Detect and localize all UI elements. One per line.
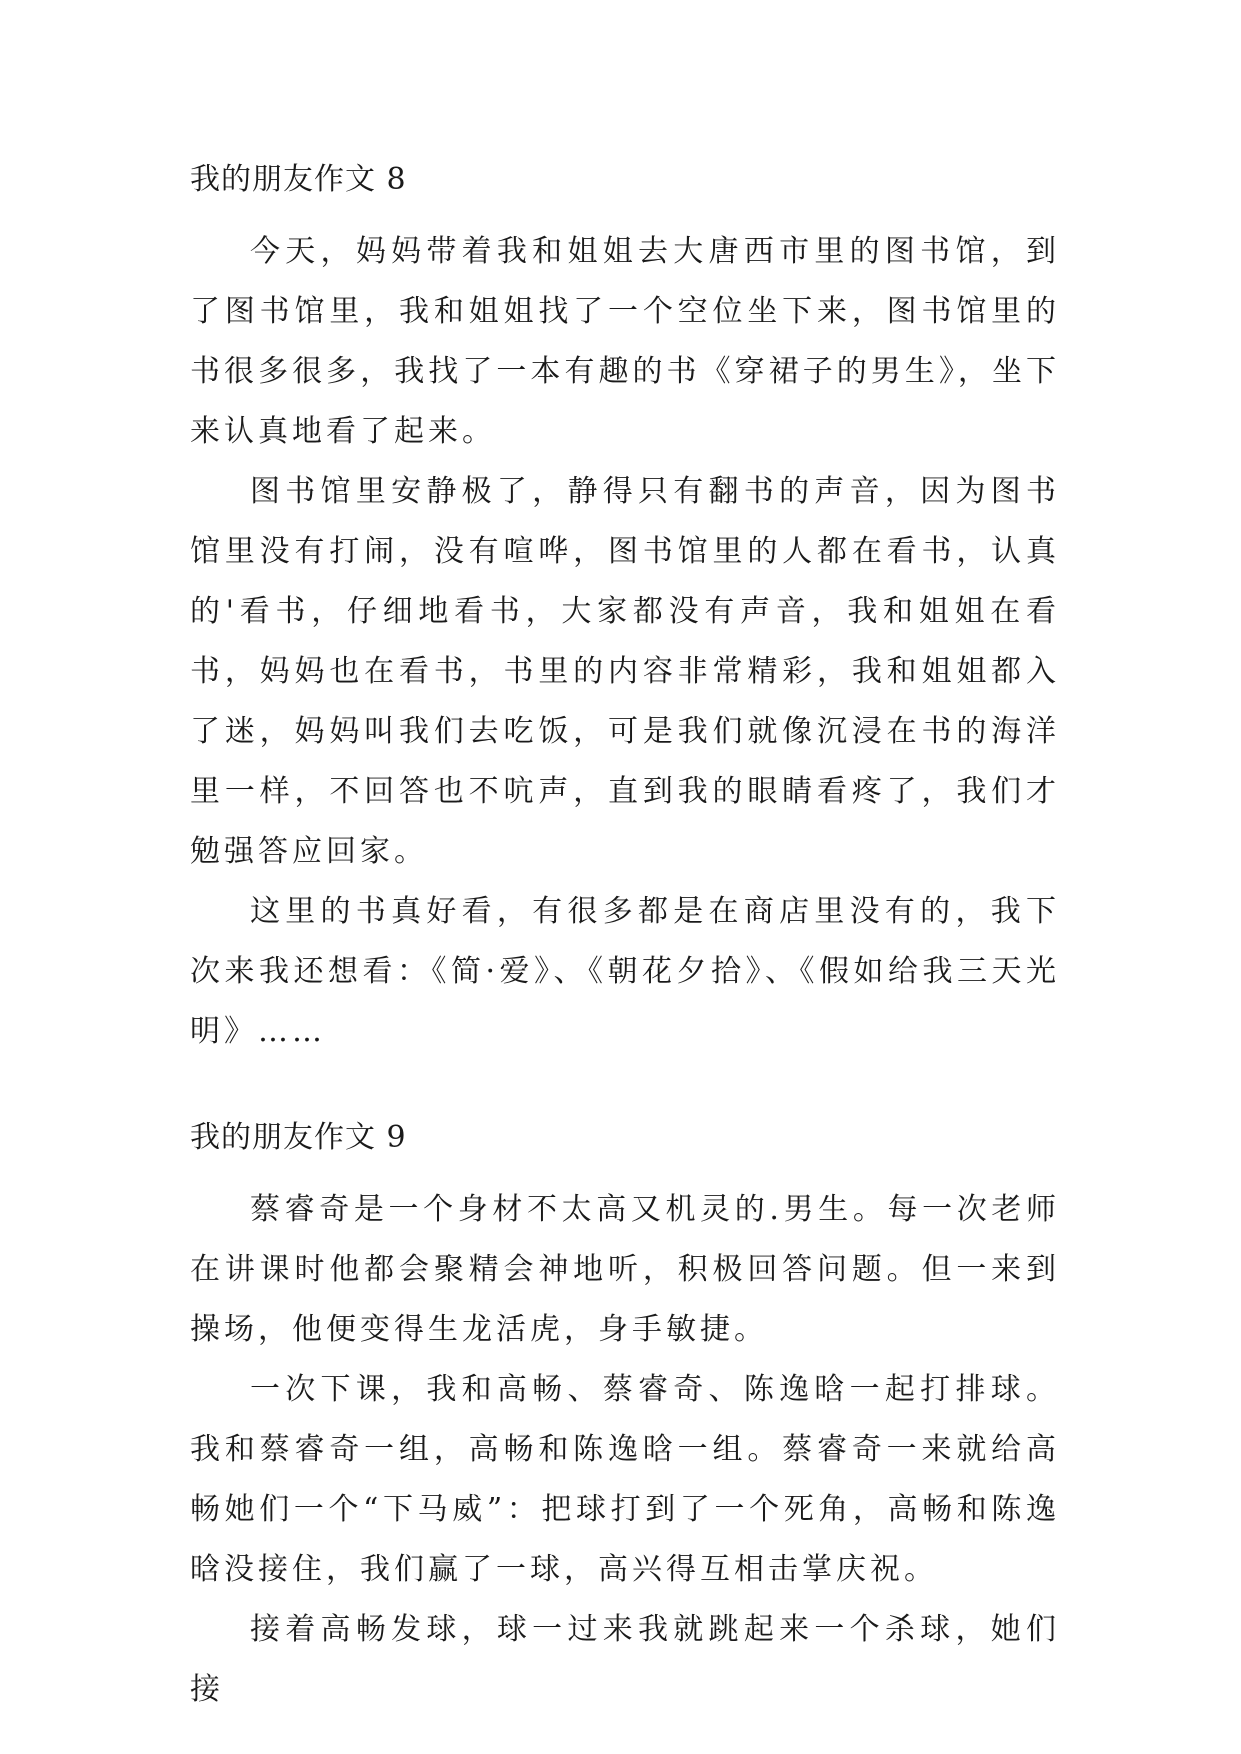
essay-title: 我的朋友作文 8 bbox=[190, 162, 407, 197]
essay-paragraph: 今天，妈妈带着我和姐姐去大唐西市里的图书馆，到了图书馆里，我和姐姐找了一个空位坐下来，图书馆里的书很多很多，我找了一本有趣的书《穿裙子的男生》，坐下来认真地看了起来。 bbox=[190, 234, 1060, 449]
essay-section-9 bbox=[190, 1118, 1060, 1720]
essay-paragraph: 一次下课，我和高畅、蔡睿奇、陈逸晗一起打排球。我和蔡睿奇一组，高畅和陈逸晗一组。蔡睿奇一来就给高畅她们一个“下马威”：把球打到了一个死角，高畅和陈逸晗没接住，我们赢了一球，高兴得互相击掌庆祝。 bbox=[190, 1372, 1060, 1587]
essay-section-8 bbox=[190, 160, 1060, 1062]
essay-paragraph: 蔡睿奇是一个身材不太高又机灵的.男生。每一次老师在讲课时他都会聚精会神地听，积极回答问题。但一来到操场，他便变得生龙活虎，身手敏捷。 bbox=[190, 1192, 1060, 1347]
essay-paragraph: 接着高畅发球，球一过来我就跳起来一个杀球，她们接 bbox=[190, 1612, 1060, 1707]
essay-title: 我的朋友作文 9 bbox=[190, 1120, 407, 1155]
document-page bbox=[190, 160, 1060, 1720]
essay-paragraph: 图书馆里安静极了，静得只有翻书的声音，因为图书馆里没有打闹，没有喧哗，图书馆里的人都在看书，认真的'看书，仔细地看书，大家都没有声音，我和姐姐在看书，妈妈也在看书，书里的内容非常精彩，我和姐姐都入了迷，妈妈叫我们去吃饭，可是我们就像沉浸在书的海洋里一样，不回答也不吭声，直到我的眼睛看疼了，我们才勉强答应回家。 bbox=[190, 474, 1060, 869]
essay-paragraph: 这里的书真好看，有很多都是在商店里没有的，我下次来我还想看：《简·爱》、《朝花夕拾》、《假如给我三天光明》…… bbox=[190, 894, 1060, 1049]
